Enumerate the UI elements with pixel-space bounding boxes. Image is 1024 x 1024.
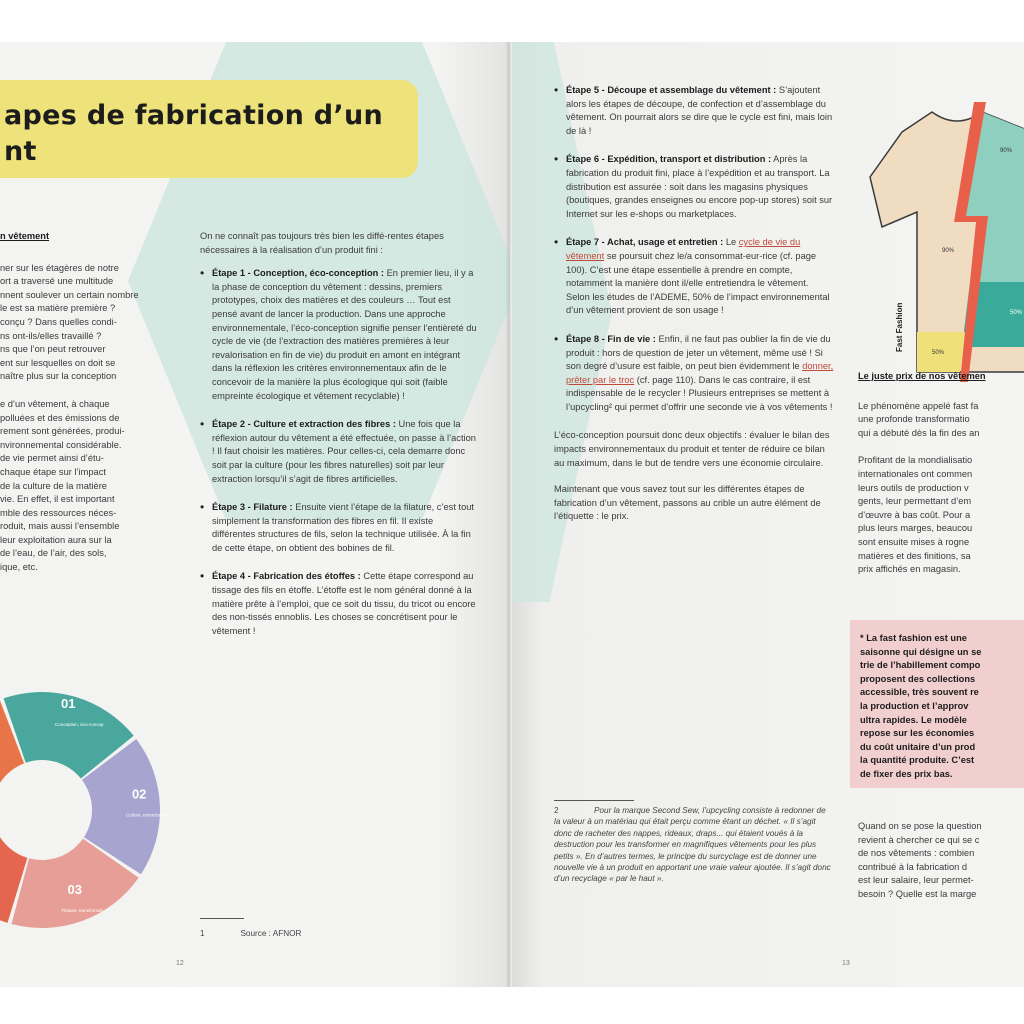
step-label: Étape 5 - Découpe et assemblage du vêtement : <box>566 85 777 95</box>
section-heading: n vêtement <box>0 231 50 241</box>
footnote-rule <box>200 918 244 919</box>
step-label: Étape 3 - Filature : <box>212 502 293 513</box>
callout-line: de fixer des prix bas. <box>860 768 953 779</box>
page-title-line1: apes de fabrication d’un <box>4 100 384 131</box>
text-line: naître plus sur la conception <box>0 371 117 382</box>
right-steps-column <box>554 84 834 537</box>
footnote-rule <box>554 800 634 801</box>
step-text: Une fois que la réflexion autour du vêtement a été effectuée, on passe à l’action ! Il faut choisir les matières. Pour celles-ci, cela demarre donc soit par la culture (pour les fibres naturelles) soit par leur extraction lorsqu’il s’agit de fibres artificielles. <box>212 419 476 484</box>
text-line: qui a débuté dès la fin des an <box>858 427 980 438</box>
text-line: gents, leur permettant d’em <box>858 496 972 507</box>
text-line: polluées et des émissions de <box>0 412 120 423</box>
eco-conception-paragraph: L’éco-conception poursuit donc deux objectifs : évaluer le bilan des impacts environnementaux du produit et tenter de réduire ce bilan au maximum, dans le but de tendre vers une économie circulaire. <box>554 430 830 468</box>
magazine-spread <box>0 42 1024 987</box>
step-text: S’ajoutent alors les étapes de découpe, de confection et d’assemblage du vêtement. On pourrait alors se dire que le cycle est fini, mais loin de là ! <box>566 85 833 136</box>
page-number: 12 <box>176 960 184 967</box>
step-text: se poursuit chez le/a consommat-eur-rice (cf. page 100). C’est une étape essentielle à prendre en compte, notamment la manière dont il/elle entretiendra le vêtement. Selon les études de l’ADEME, 50% de l’impact environnemental d’un vêtement provient de son usage ! <box>566 250 830 316</box>
footnote-left <box>200 918 478 941</box>
left-page <box>0 42 510 987</box>
step-text: Enfin, il ne faut pas oublier la fin de vie du produit : hors de question de jeter un vêtement, même usé ! Si son degré d’usure est faible, on peut bien évidemment le <box>566 333 831 372</box>
callout-line: * La fast fashion est une <box>860 633 967 643</box>
step-text: Après la fabrication du produit fini, place à l’expédition et au transport. La distribution est assurée : soit dans les magasins physiques (boutiques, grandes enseignes ou encore pop-up stores) soit sur Internet sur les e-shops ou marketplaces. <box>566 154 833 219</box>
callout-line: la quantité produite. C’est <box>860 755 975 766</box>
step-text: Le <box>725 237 739 248</box>
step-label: Étape 1 - Conception, éco-conception : <box>212 268 385 279</box>
text-line: de vie permet ainsi d’étu- <box>0 453 104 464</box>
wheel-step-number: 01 <box>61 695 76 711</box>
text-line: roduit, mais aussi l’ensemble <box>0 521 120 532</box>
callout-line: repose sur les économies <box>860 728 975 739</box>
step-item <box>200 570 478 638</box>
text-line: vie. En effet, il est important <box>0 494 115 505</box>
step-label: Étape 4 - Fabrication des étoffes : <box>212 571 361 582</box>
page-number: 13 <box>842 960 850 967</box>
step-text: (cf. page 110). Dans le cas contraire, il est indispensable de le recycler ! Plusieurs entreprises se mettent à l’upcycling² qui permet d’offrir une seconde vie à vos vêtements ! <box>566 374 833 412</box>
wheel-center <box>0 762 90 858</box>
text-line: ort a traversé une multitude <box>0 276 114 287</box>
tshirt-pct-3: 50% <box>932 350 945 356</box>
step-text: Cette étape correspond au tissage des fils en étoffe. L’étoffe est le nom général donné à la matière prête à l’emploi, que ce soit du tissu, du tricot ou encore des non-tissés ennoblis. Les choses se concrétisent pour le vêtement ! <box>212 571 476 636</box>
footnote-number: 1 <box>200 929 205 938</box>
fast-fashion-paragraph <box>858 400 1024 441</box>
text-line: plus leurs marges, beaucou <box>858 523 973 534</box>
step-label: Étape 2 - Culture et extraction des fibres : <box>212 419 396 430</box>
step-text: En premier lieu, il y a la phase de conception du vêtement : dessins, premiers prototypes, choix des matières et des couleurs … Tout est pensé avant de lancer la production. Dans une approche environnementale, l’éco-conception signifie penser l’entièreté du cycle de vie (de l’extraction des matières premières à leur revalorisation en fin de vie) du produit en amont en intégrant dans la réflexion les critères environnementaux afin de le concevoir de la manière la plus écologique qui soit (faible empreinte écologique et vêtement recyclable) ! <box>212 268 477 401</box>
callout-line: trie de l’habillement compo <box>860 660 981 671</box>
text-line: Le phénomène appelé fast fa <box>858 400 979 411</box>
transition-paragraph: Maintenant que vous savez tout sur les différentes étapes de fabrication d’un vêtement, passons au crible un autre élément de l’étiquette : le prix. <box>554 484 821 522</box>
text-line: de nos vêtements : combien <box>858 848 975 859</box>
left-column <box>0 230 170 575</box>
text-line: chaque étape sur l’impact <box>0 466 106 477</box>
text-line: ner sur les étagères de notre <box>0 262 119 273</box>
text-line: Quand on se pose la question <box>858 821 982 831</box>
text-line: est leur salaire, leur permet- <box>858 875 974 886</box>
lifecycle-wheel-diagram <box>0 670 170 950</box>
text-line: leurs outils de production v <box>858 482 969 493</box>
text-line: le est sa matière première ? <box>0 303 116 314</box>
callout-line: du coût unitaire d’un prod <box>860 741 976 752</box>
tshirt-pct-2: 50% <box>1010 310 1023 316</box>
footnote-right <box>554 800 834 885</box>
callout-line: accessible, très souvent re <box>860 687 979 698</box>
steps-list-continued <box>554 84 834 414</box>
text-line: leur exploitation aura sur la <box>0 534 112 545</box>
lifecycle-paragraph <box>0 398 170 575</box>
callout-text <box>860 632 1020 782</box>
footnote-text: Source : AFNOR <box>240 929 302 938</box>
tshirt-illustration <box>862 82 1024 382</box>
step-item <box>554 153 834 221</box>
text-line: sont ensuite mises à rogne <box>858 536 970 547</box>
step-link[interactable]: donner, prêter par le troc <box>566 361 834 385</box>
text-line: d’œuvre à bas coût. Pour a <box>858 509 971 520</box>
question-paragraph-wrap <box>858 820 1024 902</box>
text-line: contribué à la fabrication d <box>858 861 968 872</box>
steps-column <box>200 230 478 653</box>
wheel-step-number: 03 <box>67 882 82 898</box>
step-item <box>554 84 834 138</box>
text-line: e d’un vêtement, à chaque <box>0 398 110 409</box>
step-label: Étape 6 - Expédition, transport et distribution : <box>566 154 772 165</box>
text-line: prix affichés en magasin. <box>858 564 961 575</box>
wheel-step-caption: Culture, extraction de <box>125 812 169 818</box>
price-heading: Le juste prix de nos vêtemen <box>858 371 986 381</box>
callout-line: saisonne qui désigne un se <box>860 646 982 657</box>
step-item <box>200 501 478 555</box>
step-label: Étape 7 - Achat, usage et entretien : <box>566 237 724 248</box>
text-line: ique, etc. <box>0 562 38 573</box>
globalisation-paragraph <box>858 454 1024 576</box>
wheel-step-caption: Filature, transformati <box>61 908 103 914</box>
fast-fashion-callout <box>850 620 1024 788</box>
text-line: de l’eau, de l’air, des sols, <box>0 548 107 559</box>
tshirt-pct-1: 90% <box>942 248 955 254</box>
text-line: de la culture de la matière <box>0 480 107 491</box>
text-line: rement sont générées, produi- <box>0 426 125 437</box>
text-line: une profonde transformatio <box>858 414 970 425</box>
text-line: matières et des finitions, sa <box>858 550 971 561</box>
text-line: ns que l’on peut retrouver <box>0 344 106 355</box>
text-line: mble des ressources néces- <box>0 507 117 518</box>
text-line: Profitant de la mondialisatio <box>858 455 973 466</box>
step-link[interactable]: cycle de vie du vêtement <box>566 237 801 261</box>
text-line: ent sur lesquelles on doit se <box>0 357 116 368</box>
steps-list <box>200 267 478 638</box>
step-item <box>554 236 834 318</box>
right-page <box>512 42 1024 987</box>
text-line: conçu ? Dans quelles condi- <box>0 316 117 327</box>
text-line: nnent soulever un certain nombre <box>0 289 139 300</box>
wheel-step-number: 02 <box>131 786 147 802</box>
text-line: nvironnemental considérable. <box>0 439 122 450</box>
step-item <box>554 333 834 415</box>
intro-paragraph <box>0 262 170 384</box>
step-item <box>200 267 478 403</box>
question-paragraph <box>858 820 1024 902</box>
step-label: Étape 8 - Fin de vie : <box>566 333 656 344</box>
callout-line: ultra rapides. Le modèle <box>860 714 967 725</box>
price-column <box>858 370 1024 577</box>
steps-intro: On ne connaît pas toujours très bien les diffé-rentes étapes nécessaires à la réalisation d’un produit fini : <box>200 231 444 255</box>
title-banner <box>0 80 418 178</box>
step-text: Ensuite vient l’étape de la filature, c’est tout simplement la transformation des fibres en fil. Il existe différentes structures de fils, selon la technique utilisée. À la fin de cette étape, on obtient des bobines de fil. <box>212 502 474 553</box>
step-item <box>200 418 478 486</box>
text-line: besoin ? Quelle est la marge <box>858 888 977 899</box>
footnote-number: 2 <box>554 806 559 815</box>
callout-line: la production et l’approv <box>860 700 969 711</box>
tshirt-pct-top: 90% <box>1000 148 1013 154</box>
wheel-step-caption: Conception, éco-concep <box>55 721 104 727</box>
tshirt-vertical-label: Fast Fashion <box>895 302 904 352</box>
callout-line: proposent des collections <box>860 673 976 684</box>
page-title-line2: nt <box>4 136 37 167</box>
footnote-text: Pour la marque Second Sew, l’upcycling consiste à redonner de la valeur à un matériau qui était perçu comme étant un déchet. « Il s’agit donc de racheter des nappes, rideaux, draps... qui étaient voués à la destruction pour les transformer en magnifiques vêtements pour les plus petits ». En d’autres termes, le principe du surcyclage est de donner une nouvelle vie à un produit en apportant une vraie valeur ajoutée. Il s’agit donc d’un recyclage « par le haut ». <box>554 806 831 884</box>
text-line: revient à chercher ce qui se c <box>858 834 980 845</box>
text-line: internationales ont commen <box>858 468 973 479</box>
text-line: ns ont-ils/elles travaillé ? <box>0 330 102 341</box>
